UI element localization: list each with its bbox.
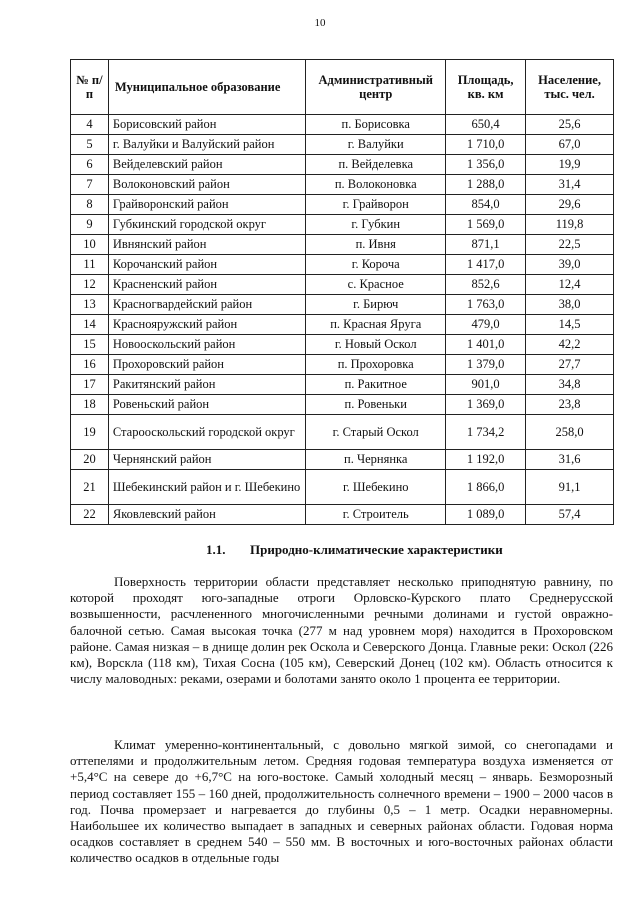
cell-municipality: г. Валуйки и Валуйский район [108,135,305,155]
cell-num: 13 [71,295,109,315]
paragraph-climate: Климат умеренно-континентальный, с довольно мягкой зимой, со снегопадами и оттепелями и продолжительным летом. Средняя годовая температура воздуха изменяется от +5,4°С на севере до +6,7°С на юго-востоке. Самый холодный месяц – январь. Безморозный период составляет 155 – 160 дней, продолжительность солнечного времени – 1900 – 2000 часов в год. Почва промерзает и нагревается до глубины 0,5 – 1 метр. Осадки неравномерны. Наибольшее их количество выпадает в западных и северных районах области. Годовая норма осадков составляет в среднем 540 – 550 мм. В восточных и юго-восточных районах области количество осадков в отдельные годы [70,737,613,866]
cell-municipality: Прохоровский район [108,355,305,375]
cell-population: 57,4 [526,505,614,525]
header-num: № п/п [71,60,109,115]
cell-municipality: Грайворонский район [108,195,305,215]
cell-admin-center: г. Шебекино [306,470,446,505]
cell-admin-center: п. Ракитное [306,375,446,395]
table-row [71,375,614,395]
table-body [71,115,614,525]
cell-population: 31,4 [526,175,614,195]
cell-area: 1 356,0 [446,155,526,175]
cell-municipality: Новооскольский район [108,335,305,355]
cell-population: 42,2 [526,335,614,355]
table-row [71,505,614,525]
cell-population: 38,0 [526,295,614,315]
cell-num: 7 [71,175,109,195]
cell-municipality: Красненский район [108,275,305,295]
cell-admin-center: с. Красное [306,275,446,295]
cell-admin-center: г. Новый Оскол [306,335,446,355]
cell-admin-center: п. Ивня [306,235,446,255]
cell-population: 27,7 [526,355,614,375]
cell-num: 20 [71,450,109,470]
table-row [71,275,614,295]
cell-municipality: Шебекинский район и г. Шебекино [108,470,305,505]
section-title: Природно-климатические характеристики [250,542,503,557]
cell-area: 1 369,0 [446,395,526,415]
cell-area: 1 710,0 [446,135,526,155]
cell-num: 22 [71,505,109,525]
cell-municipality: Ракитянский район [108,375,305,395]
cell-municipality: Красногвардейский район [108,295,305,315]
section-number: 1.1. [206,542,226,557]
cell-num: 11 [71,255,109,275]
cell-population: 67,0 [526,135,614,155]
cell-area: 1 379,0 [446,355,526,375]
cell-population: 34,8 [526,375,614,395]
cell-area: 1 866,0 [446,470,526,505]
cell-admin-center: п. Волоконовка [306,175,446,195]
header-area: Площадь, кв. км [446,60,526,115]
table-row [71,470,614,505]
cell-area: 1 763,0 [446,295,526,315]
cell-population: 39,0 [526,255,614,275]
cell-area: 1 569,0 [446,215,526,235]
cell-num: 5 [71,135,109,155]
table-row [71,450,614,470]
table-row [71,355,614,375]
cell-population: 91,1 [526,470,614,505]
table-row [71,235,614,255]
table-row [71,395,614,415]
cell-admin-center: г. Грайворон [306,195,446,215]
table-header-row [71,60,614,115]
cell-population: 29,6 [526,195,614,215]
table-row [71,295,614,315]
cell-admin-center: п. Вейделевка [306,155,446,175]
cell-area: 871,1 [446,235,526,255]
cell-population: 119,8 [526,215,614,235]
table-row [71,335,614,355]
cell-population: 12,4 [526,275,614,295]
cell-admin-center: п. Борисовка [306,115,446,135]
table-row [71,155,614,175]
cell-admin-center: г. Валуйки [306,135,446,155]
section-heading [206,542,503,558]
table-row [71,135,614,155]
cell-admin-center: г. Короча [306,255,446,275]
cell-area: 1 417,0 [446,255,526,275]
cell-population: 14,5 [526,315,614,335]
cell-population: 258,0 [526,415,614,450]
cell-area: 854,0 [446,195,526,215]
table-row [71,195,614,215]
header-municipality: Муниципальное образование [108,60,305,115]
cell-area: 1 192,0 [446,450,526,470]
cell-municipality: Борисовский район [108,115,305,135]
table-row [71,315,614,335]
cell-municipality: Ровеньский район [108,395,305,415]
cell-admin-center: п. Прохоровка [306,355,446,375]
cell-num: 6 [71,155,109,175]
municipal-table [70,59,614,525]
cell-admin-center: г. Строитель [306,505,446,525]
cell-num: 4 [71,115,109,135]
cell-area: 1 288,0 [446,175,526,195]
table-row [71,255,614,275]
cell-admin-center: г. Губкин [306,215,446,235]
cell-population: 19,9 [526,155,614,175]
cell-num: 17 [71,375,109,395]
cell-area: 479,0 [446,315,526,335]
cell-num: 18 [71,395,109,415]
cell-municipality: Чернянский район [108,450,305,470]
cell-num: 14 [71,315,109,335]
cell-population: 31,6 [526,450,614,470]
cell-num: 8 [71,195,109,215]
cell-municipality: Старооскольский городской округ [108,415,305,450]
cell-municipality: Корочанский район [108,255,305,275]
cell-num: 10 [71,235,109,255]
cell-num: 9 [71,215,109,235]
cell-num: 12 [71,275,109,295]
cell-num: 16 [71,355,109,375]
table-row [71,175,614,195]
cell-area: 852,6 [446,275,526,295]
cell-num: 19 [71,415,109,450]
page-number: 10 [314,17,326,29]
cell-num: 21 [71,470,109,505]
cell-area: 650,4 [446,115,526,135]
cell-admin-center: г. Старый Оскол [306,415,446,450]
cell-area: 1 089,0 [446,505,526,525]
cell-municipality: Вейделевский район [108,155,305,175]
cell-area: 1 401,0 [446,335,526,355]
cell-admin-center: п. Ровеньки [306,395,446,415]
cell-admin-center: г. Бирюч [306,295,446,315]
cell-num: 15 [71,335,109,355]
cell-municipality: Яковлевский район [108,505,305,525]
cell-admin-center: п. Чернянка [306,450,446,470]
cell-area: 901,0 [446,375,526,395]
cell-population: 22,5 [526,235,614,255]
cell-municipality: Волоконовский район [108,175,305,195]
cell-area: 1 734,2 [446,415,526,450]
cell-municipality: Краснояружский район [108,315,305,335]
cell-municipality: Губкинский городской округ [108,215,305,235]
cell-population: 25,6 [526,115,614,135]
table-row [71,115,614,135]
cell-admin-center: п. Красная Яруга [306,315,446,335]
header-admin-center: Административный центр [306,60,446,115]
header-population: Население, тыс. чел. [526,60,614,115]
paragraph-relief: Поверхность территории области представляет несколько приподнятую равнину, по которой проходят юго-западные отроги Орловско-Курского плато Среднерусской возвышенности, расчлененного многочисленными речными долинами и густой овражно-балочной сетью. Самая высокая точка (277 м над уровнем моря) находится в Прохоровском районе. Самая низкая – в днище долин рек Оскола и Северского Донца. Главные реки: Оскол (226 км), Ворскла (118 км), Тихая Сосна (105 км), Северский Донец (102 км). Область относится к числу маловодных: реками, озерами и болотами занято около 1 процента ее территории. [70,574,613,687]
cell-municipality: Ивнянский район [108,235,305,255]
cell-population: 23,8 [526,395,614,415]
table-row [71,215,614,235]
table-row [71,415,614,450]
